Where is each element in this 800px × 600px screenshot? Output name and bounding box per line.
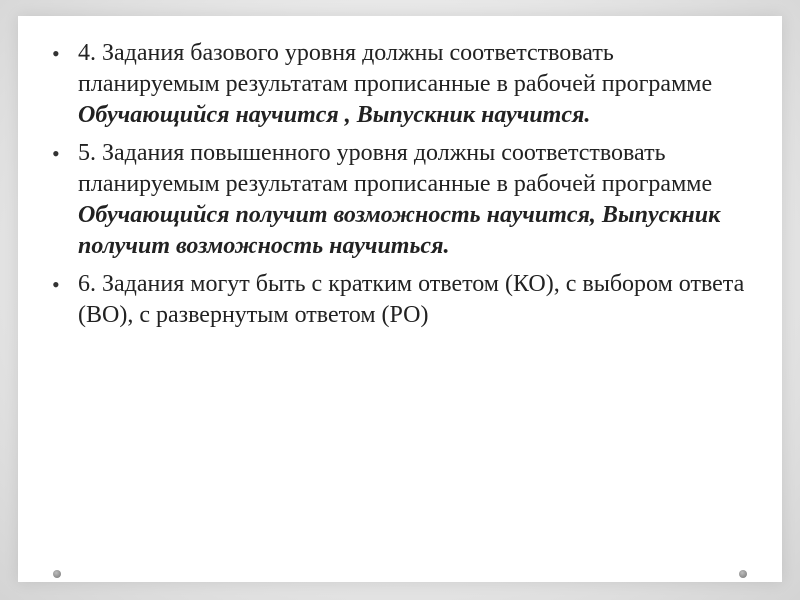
bullet-emphasis: Обучающийся научится , Выпускник научится. [78, 102, 591, 128]
bullet-list [52, 38, 752, 338]
gray-dot-icon [53, 570, 61, 578]
bullet-item-6 [52, 269, 752, 331]
bullet-icon: • [52, 141, 60, 166]
bullet-item-4 [52, 38, 752, 131]
bullet-icon: • [52, 41, 60, 66]
bullet-emphasis: Обучающийся получит возможность научится, Выпускник получит возможность научиться. [78, 202, 721, 259]
bullet-icon: • [52, 272, 60, 297]
gray-dot-icon [739, 570, 747, 578]
bullet-item-5 [52, 138, 752, 262]
bullet-text: 5. Задания повышенного уровня должны соответствовать планируемым результатам прописанные в рабочей программе [78, 140, 713, 197]
bullet-text: 4. Задания базового уровня должны соответствовать планируемым результатам прописанные в рабочей программе [78, 40, 713, 97]
bullet-text: 6. Задания могут быть с кратким ответом (КО), с выбором ответа (ВО), с развернутым ответом (РО) [78, 271, 745, 328]
